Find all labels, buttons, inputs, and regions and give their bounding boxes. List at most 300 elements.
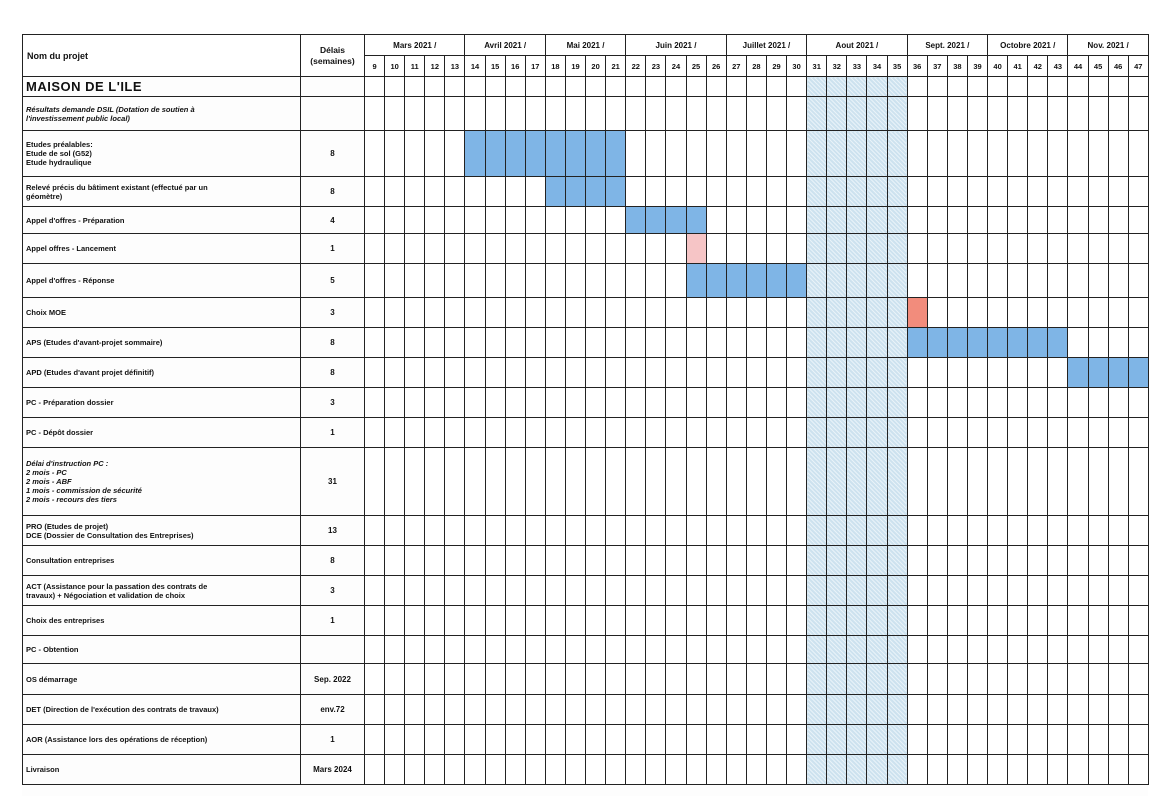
grid-cell: [746, 131, 766, 177]
grid-cell: [1008, 695, 1028, 725]
holiday-cell: [827, 388, 847, 418]
gantt-bar-cell: [465, 131, 485, 177]
task-name-line: ACT (Assistance pour la passation des contrats de: [26, 581, 208, 591]
holiday-cell: [827, 546, 847, 576]
grid-cell: [726, 546, 746, 576]
grid-cell: [927, 177, 947, 207]
week-number: 9: [365, 56, 385, 77]
task-name: [23, 264, 301, 298]
grid-cell: [465, 606, 485, 636]
month-header: Aout 2021 /: [807, 35, 907, 56]
grid-cell: [686, 695, 706, 725]
grid-cell: [505, 388, 525, 418]
grid-cell: [445, 358, 465, 388]
grid-cell: [565, 358, 585, 388]
grid-cell: [1048, 695, 1068, 725]
grid-cell: [907, 177, 927, 207]
grid-cell: [485, 576, 505, 606]
grid-cell: [525, 358, 545, 388]
grid-cell: [525, 636, 545, 664]
grid-cell: [646, 177, 666, 207]
task-row: [23, 546, 1149, 576]
grid-cell: [666, 664, 686, 695]
grid-cell: [425, 131, 445, 177]
holiday-cell: [847, 606, 867, 636]
grid-cell: [606, 264, 626, 298]
grid-cell: [1088, 546, 1108, 576]
grid-cell: [1128, 388, 1148, 418]
week-number: 41: [1008, 56, 1028, 77]
grid-cell: [465, 546, 485, 576]
grid-cell: [666, 97, 686, 131]
grid-cell: [586, 636, 606, 664]
grid-cell: [445, 725, 465, 755]
grid-cell: [1028, 636, 1048, 664]
grid-cell: [586, 328, 606, 358]
grid-cell: [907, 207, 927, 234]
grid-cell: [1108, 207, 1128, 234]
week-number: 30: [787, 56, 807, 77]
grid-cell: [565, 664, 585, 695]
grid-cell: [746, 606, 766, 636]
gantt-bar-cell: [907, 328, 927, 358]
grid-cell: [606, 664, 626, 695]
holiday-cell: [827, 131, 847, 177]
grid-cell: [405, 97, 425, 131]
holiday-cell: [807, 664, 827, 695]
grid-cell: [425, 606, 445, 636]
grid-cell: [545, 448, 565, 516]
grid-cell: [1088, 606, 1108, 636]
gantt-bar-cell: [686, 207, 706, 234]
grid-cell: [726, 131, 746, 177]
grid-cell: [525, 755, 545, 785]
grid-cell: [425, 77, 445, 97]
grid-cell: [666, 358, 686, 388]
task-name: [23, 636, 301, 664]
grid-cell: [425, 298, 445, 328]
grid-cell: [1128, 516, 1148, 546]
grid-cell: [565, 264, 585, 298]
holiday-cell: [887, 576, 907, 606]
grid-cell: [626, 264, 646, 298]
gantt-bar-cell: [666, 207, 686, 234]
week-number: 37: [927, 56, 947, 77]
holiday-cell: [847, 131, 867, 177]
grid-cell: [1048, 77, 1068, 97]
grid-cell: [766, 755, 786, 785]
grid-cell: [626, 177, 646, 207]
grid-cell: [545, 264, 565, 298]
grid-cell: [465, 207, 485, 234]
grid-cell: [947, 606, 967, 636]
gantt-bar-cell: [947, 328, 967, 358]
holiday-cell: [847, 77, 867, 97]
grid-cell: [626, 695, 646, 725]
grid-cell: [405, 636, 425, 664]
gantt-bar-cell: [565, 131, 585, 177]
delay-header: Délais (semaines): [301, 35, 365, 77]
grid-cell: [787, 516, 807, 546]
task-row: [23, 606, 1149, 636]
grid-cell: [646, 725, 666, 755]
task-name: [23, 606, 301, 636]
task-duration: [301, 97, 365, 131]
grid-cell: [1108, 636, 1128, 664]
holiday-cell: [887, 516, 907, 546]
grid-cell: [565, 725, 585, 755]
grid-cell: [565, 207, 585, 234]
week-number: 28: [746, 56, 766, 77]
holiday-cell: [847, 546, 867, 576]
grid-cell: [907, 358, 927, 388]
grid-cell: [1068, 725, 1088, 755]
grid-cell: [525, 664, 545, 695]
task-name-line: Etudes préalables:: [26, 140, 93, 149]
grid-cell: [1088, 131, 1108, 177]
grid-cell: [606, 207, 626, 234]
holiday-cell: [867, 664, 887, 695]
grid-cell: [666, 418, 686, 448]
grid-cell: [1008, 77, 1028, 97]
grid-cell: [545, 606, 565, 636]
holiday-cell: [867, 358, 887, 388]
holiday-cell: [887, 418, 907, 448]
grid-cell: [445, 131, 465, 177]
grid-cell: [746, 207, 766, 234]
holiday-cell: [887, 131, 907, 177]
grid-cell: [787, 636, 807, 664]
grid-cell: [1048, 388, 1068, 418]
grid-cell: [646, 388, 666, 418]
grid-cell: [365, 516, 385, 546]
grid-cell: [405, 358, 425, 388]
holiday-cell: [807, 298, 827, 328]
grid-cell: [907, 448, 927, 516]
grid-cell: [525, 606, 545, 636]
grid-cell: [726, 755, 746, 785]
week-number: 23: [646, 56, 666, 77]
grid-cell: [485, 298, 505, 328]
grid-cell: [646, 418, 666, 448]
grid-cell: [1108, 131, 1128, 177]
grid-cell: [686, 664, 706, 695]
grid-cell: [1068, 328, 1088, 358]
grid-cell: [1048, 576, 1068, 606]
grid-cell: [565, 576, 585, 606]
task-duration: 1: [301, 606, 365, 636]
task-name: [23, 358, 301, 388]
grid-cell: [766, 177, 786, 207]
grid-cell: [385, 77, 405, 97]
grid-cell: [365, 546, 385, 576]
gantt-bar-cell: [565, 177, 585, 207]
grid-cell: [565, 755, 585, 785]
week-number: 25: [686, 56, 706, 77]
task-duration: Sep. 2022: [301, 664, 365, 695]
grid-cell: [1068, 755, 1088, 785]
grid-cell: [967, 77, 987, 97]
holiday-cell: [867, 755, 887, 785]
grid-cell: [385, 328, 405, 358]
grid-cell: [947, 77, 967, 97]
grid-cell: [445, 448, 465, 516]
grid-cell: [365, 448, 385, 516]
grid-cell: [626, 448, 646, 516]
grid-cell: [1028, 388, 1048, 418]
grid-cell: [988, 576, 1008, 606]
grid-cell: [445, 606, 465, 636]
gantt-bar-cell: [967, 328, 987, 358]
task-name: [23, 418, 301, 448]
grid-cell: [505, 234, 525, 264]
grid-cell: [746, 636, 766, 664]
grid-cell: [405, 234, 425, 264]
grid-cell: [385, 131, 405, 177]
gantt-bar-cell: [1008, 328, 1028, 358]
task-name-line: Appel d'offres - Réponse: [26, 276, 115, 285]
task-row: [23, 77, 1149, 97]
task-name-line: MAISON DE L'ILE: [26, 78, 143, 94]
grid-cell: [1048, 606, 1068, 636]
grid-cell: [686, 177, 706, 207]
grid-cell: [505, 725, 525, 755]
grid-cell: [405, 131, 425, 177]
grid-cell: [465, 448, 485, 516]
grid-cell: [646, 516, 666, 546]
grid-cell: [787, 725, 807, 755]
grid-cell: [947, 298, 967, 328]
gantt-bar-cell: [485, 131, 505, 177]
grid-cell: [947, 546, 967, 576]
week-number: 42: [1028, 56, 1048, 77]
holiday-cell: [827, 298, 847, 328]
grid-cell: [465, 77, 485, 97]
grid-cell: [485, 97, 505, 131]
grid-cell: [1068, 664, 1088, 695]
gantt-bar-cell: [1048, 328, 1068, 358]
grid-cell: [1028, 418, 1048, 448]
grid-cell: [947, 516, 967, 546]
grid-cell: [606, 636, 626, 664]
grid-cell: [787, 328, 807, 358]
task-row: [23, 97, 1149, 131]
task-row: [23, 358, 1149, 388]
grid-cell: [405, 264, 425, 298]
grid-cell: [988, 77, 1008, 97]
holiday-cell: [887, 177, 907, 207]
grid-cell: [445, 755, 465, 785]
grid-cell: [445, 636, 465, 664]
task-duration: 3: [301, 298, 365, 328]
holiday-cell: [887, 298, 907, 328]
holiday-cell: [867, 177, 887, 207]
grid-cell: [666, 328, 686, 358]
holiday-cell: [807, 516, 827, 546]
grid-cell: [606, 298, 626, 328]
task-name-line: DET (Direction de l'exécution des contrats de travaux): [26, 705, 219, 714]
holiday-cell: [867, 328, 887, 358]
grid-cell: [967, 664, 987, 695]
task-row: [23, 328, 1149, 358]
grid-cell: [706, 606, 726, 636]
holiday-cell: [887, 358, 907, 388]
grid-cell: [947, 264, 967, 298]
grid-cell: [586, 97, 606, 131]
grid-cell: [626, 234, 646, 264]
grid-cell: [385, 725, 405, 755]
task-row: [23, 636, 1149, 664]
grid-cell: [405, 516, 425, 546]
grid-cell: [1108, 77, 1128, 97]
grid-cell: [726, 636, 746, 664]
grid-cell: [1128, 725, 1148, 755]
task-duration: [301, 77, 365, 97]
grid-cell: [525, 298, 545, 328]
grid-cell: [706, 358, 726, 388]
grid-cell: [465, 264, 485, 298]
grid-cell: [465, 358, 485, 388]
grid-cell: [967, 97, 987, 131]
grid-cell: [1088, 328, 1108, 358]
grid-cell: [626, 664, 646, 695]
grid-cell: [766, 77, 786, 97]
grid-cell: [988, 695, 1008, 725]
grid-cell: [686, 328, 706, 358]
grid-cell: [1088, 755, 1108, 785]
grid-cell: [746, 516, 766, 546]
gantt-bar-cell: [606, 131, 626, 177]
task-name-line: APS (Etudes d'avant-projet sommaire): [26, 338, 163, 347]
grid-cell: [626, 77, 646, 97]
grid-cell: [626, 388, 646, 418]
grid-cell: [525, 576, 545, 606]
grid-cell: [1088, 516, 1108, 546]
task-name-line: Délai d'instruction PC :: [26, 459, 109, 468]
grid-cell: [485, 388, 505, 418]
grid-cell: [947, 695, 967, 725]
grid-cell: [405, 207, 425, 234]
grid-cell: [706, 546, 726, 576]
grid-cell: [565, 606, 585, 636]
grid-cell: [1008, 388, 1028, 418]
grid-cell: [927, 546, 947, 576]
grid-cell: [445, 388, 465, 418]
holiday-cell: [847, 388, 867, 418]
grid-cell: [646, 664, 666, 695]
grid-cell: [988, 358, 1008, 388]
grid-cell: [686, 418, 706, 448]
grid-cell: [425, 516, 445, 546]
holiday-cell: [807, 358, 827, 388]
grid-cell: [1068, 77, 1088, 97]
grid-cell: [1028, 546, 1048, 576]
month-header: Mai 2021 /: [545, 35, 625, 56]
grid-cell: [586, 264, 606, 298]
grid-cell: [1048, 358, 1068, 388]
grid-cell: [505, 418, 525, 448]
holiday-cell: [807, 755, 827, 785]
grid-cell: [967, 695, 987, 725]
grid-cell: [485, 606, 505, 636]
grid-cell: [766, 695, 786, 725]
grid-cell: [726, 234, 746, 264]
grid-cell: [1048, 97, 1068, 131]
grid-cell: [586, 546, 606, 576]
grid-cell: [967, 755, 987, 785]
holiday-cell: [867, 725, 887, 755]
task-name: [23, 97, 301, 131]
grid-cell: [927, 207, 947, 234]
holiday-cell: [807, 207, 827, 234]
grid-cell: [385, 264, 405, 298]
grid-cell: [505, 298, 525, 328]
task-name-line: Livraison: [26, 765, 60, 774]
grid-cell: [907, 97, 927, 131]
holiday-cell: [827, 576, 847, 606]
holiday-cell: [867, 516, 887, 546]
grid-cell: [726, 298, 746, 328]
task-name-line: APD (Etudes d'avant projet définitif): [26, 368, 155, 377]
holiday-cell: [887, 755, 907, 785]
grid-cell: [1088, 388, 1108, 418]
grid-cell: [545, 546, 565, 576]
grid-cell: [465, 298, 485, 328]
grid-cell: [545, 695, 565, 725]
grid-cell: [967, 177, 987, 207]
grid-cell: [1128, 328, 1148, 358]
gantt-bar-cell: [1108, 358, 1128, 388]
grid-cell: [505, 664, 525, 695]
grid-cell: [1008, 177, 1028, 207]
grid-cell: [686, 131, 706, 177]
grid-cell: [746, 695, 766, 725]
grid-cell: [606, 388, 626, 418]
grid-cell: [525, 264, 545, 298]
grid-cell: [586, 207, 606, 234]
holiday-cell: [847, 234, 867, 264]
task-row: [23, 516, 1149, 546]
holiday-cell: [887, 207, 907, 234]
grid-cell: [465, 516, 485, 546]
grid-cell: [505, 77, 525, 97]
holiday-cell: [807, 448, 827, 516]
grid-cell: [365, 576, 385, 606]
holiday-cell: [827, 264, 847, 298]
gantt-bar-cell: [746, 264, 766, 298]
task-duration: 8: [301, 177, 365, 207]
grid-cell: [967, 388, 987, 418]
week-number: 20: [586, 56, 606, 77]
grid-cell: [907, 418, 927, 448]
grid-cell: [766, 725, 786, 755]
grid-cell: [545, 207, 565, 234]
grid-cell: [726, 606, 746, 636]
grid-cell: [606, 97, 626, 131]
task-duration: 1: [301, 418, 365, 448]
grid-cell: [1008, 725, 1028, 755]
gantt-bar-cell: [1028, 328, 1048, 358]
task-name-line: travaux) + Négociation et validation de choix: [26, 590, 185, 600]
holiday-cell: [807, 264, 827, 298]
grid-cell: [465, 177, 485, 207]
grid-cell: [706, 234, 726, 264]
grid-cell: [545, 418, 565, 448]
grid-cell: [947, 725, 967, 755]
grid-cell: [565, 448, 585, 516]
grid-cell: [746, 298, 766, 328]
gantt-bar-cell: [505, 131, 525, 177]
